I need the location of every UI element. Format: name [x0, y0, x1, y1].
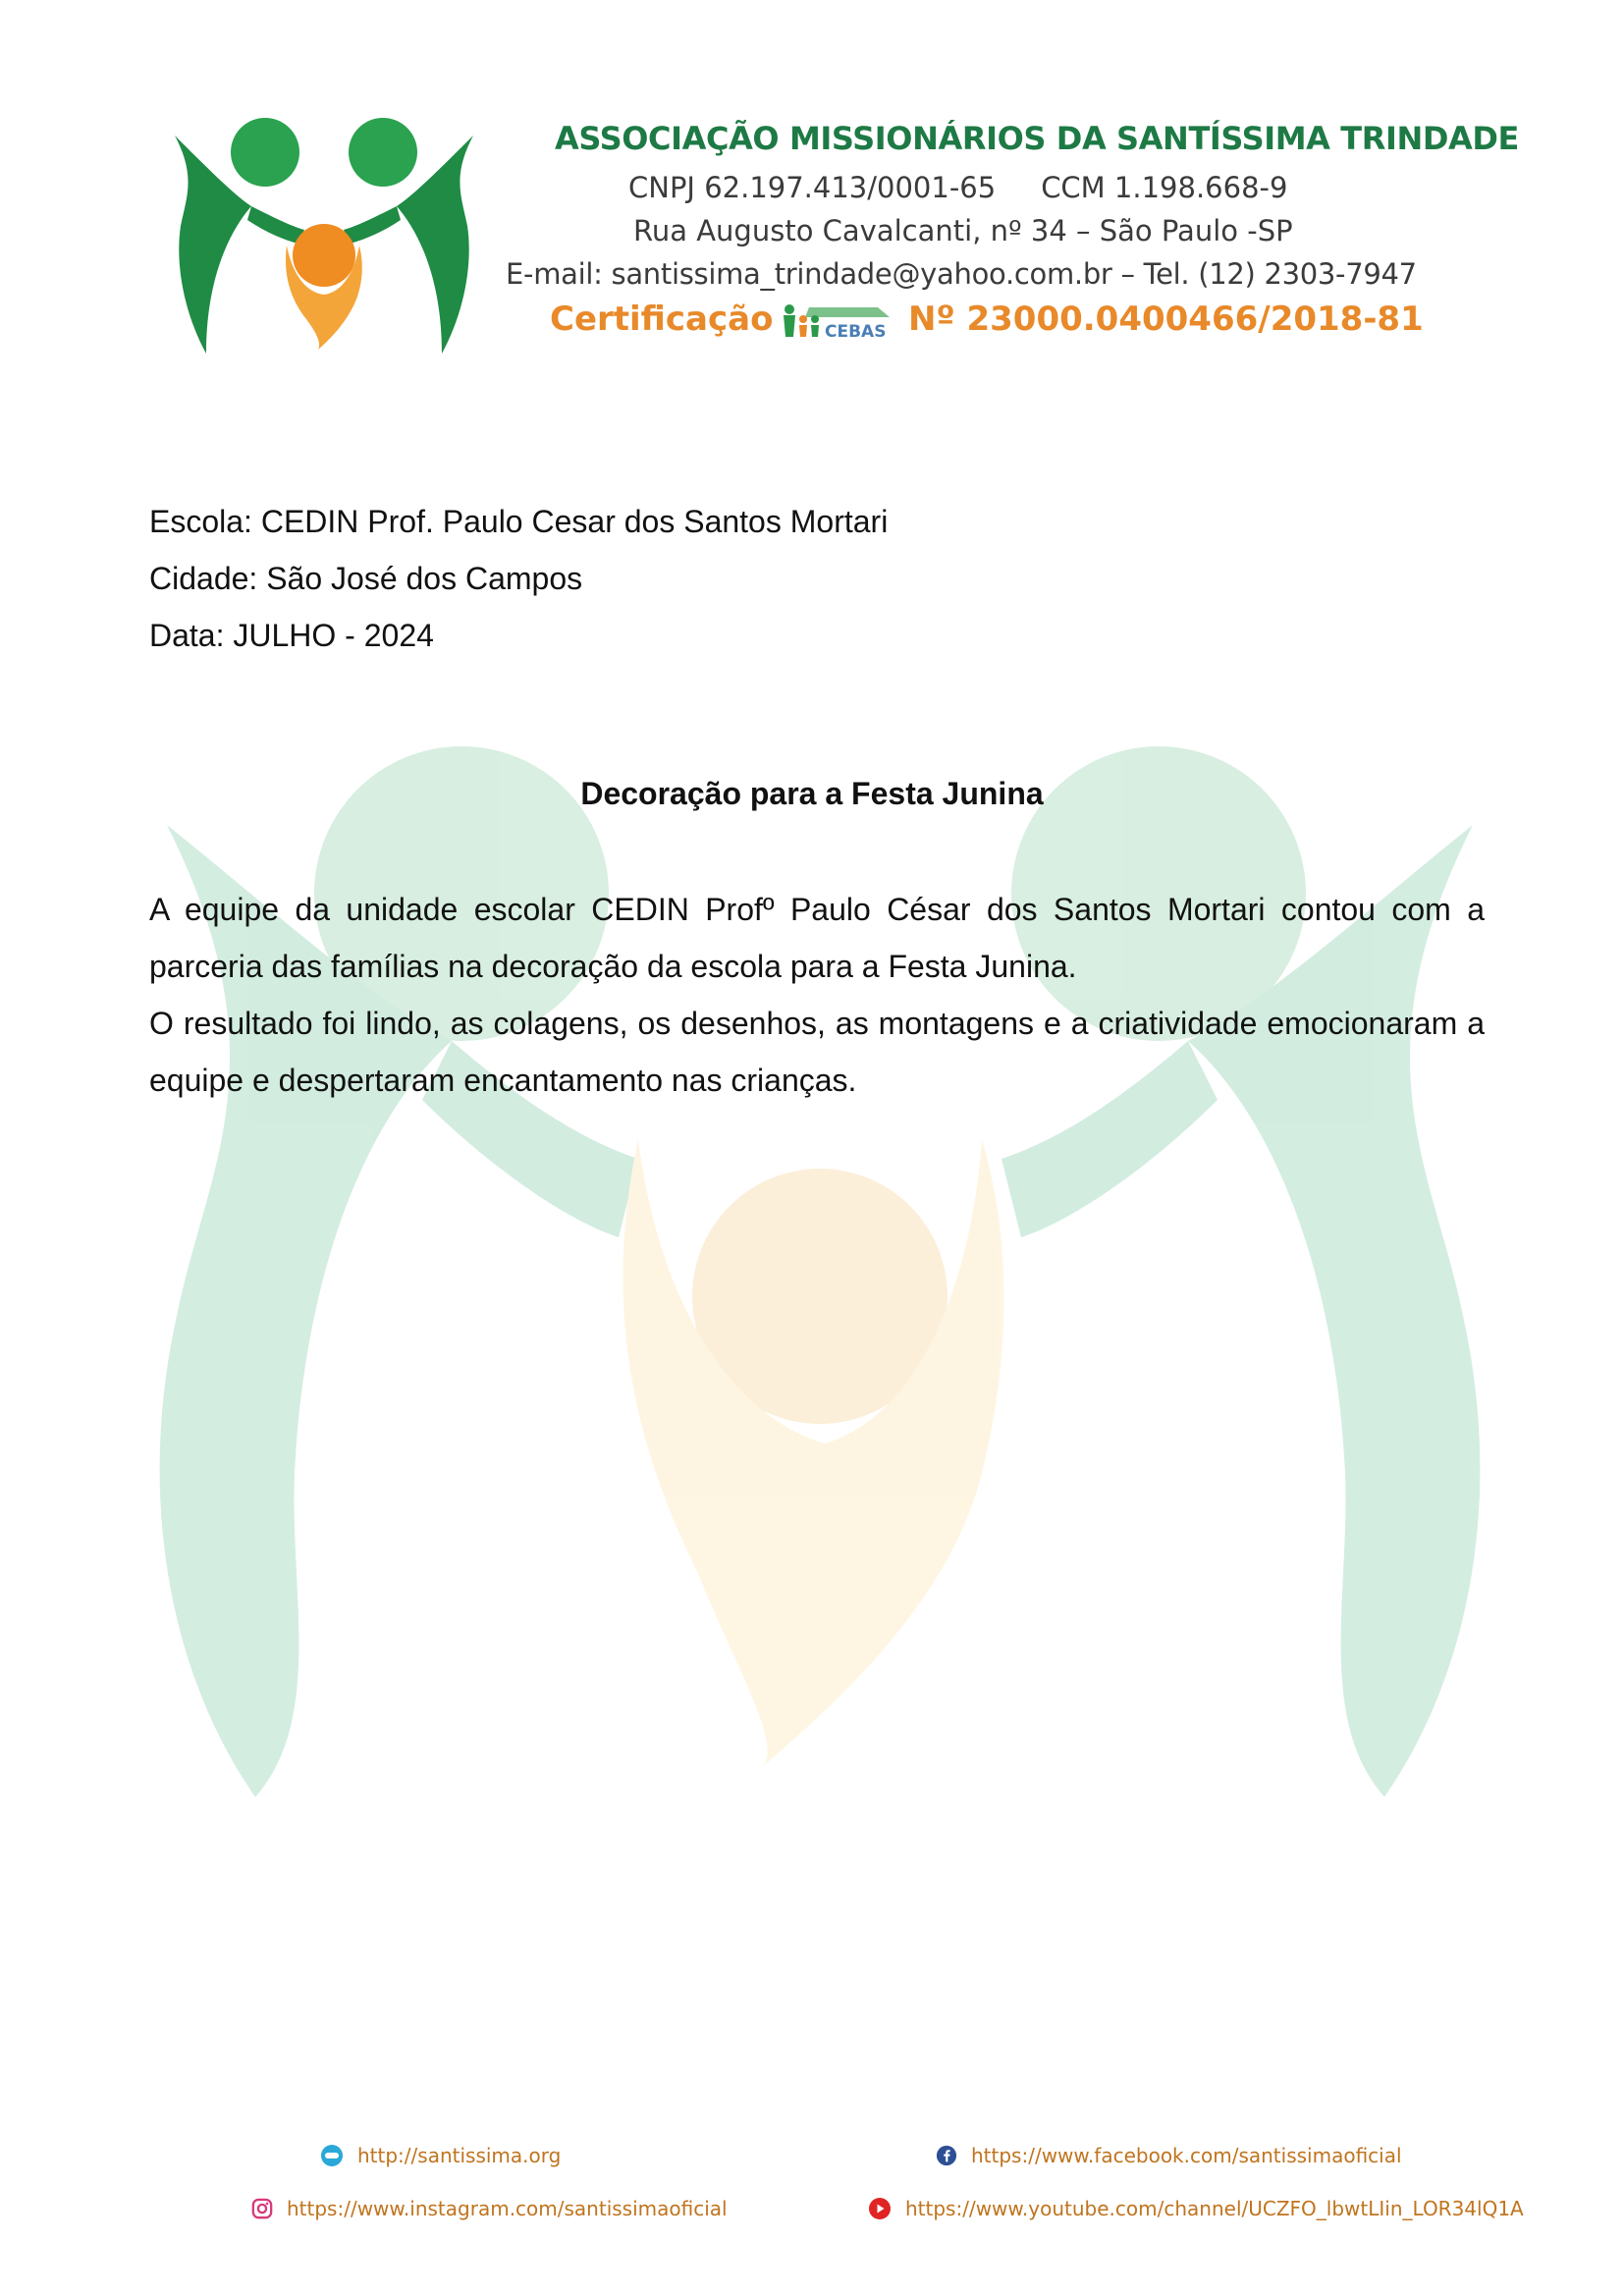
instagram-icon [251, 2198, 273, 2219]
footer-facebook-link[interactable] [936, 2144, 1402, 2167]
footer-youtube-link[interactable] [868, 2197, 1524, 2220]
cnpj-text: CNPJ 62.197.413/0001-65 [628, 171, 997, 204]
footer-website-link[interactable] [320, 2144, 561, 2167]
registration-line [628, 171, 1434, 204]
association-logo [167, 108, 481, 354]
org-name: ASSOCIAÇÃO MISSIONÁRIOS DA SANTÍSSIMA TRINDADE [555, 120, 1519, 157]
contact-text: E-mail: santissima_trindade@yahoo.com.br – Tel. (12) 2303-7947 [506, 257, 1417, 291]
youtube-url: https://www.youtube.com/channel/UCZFO_lbwtLIin_LOR34lQ1A [905, 2197, 1524, 2220]
body-paragraph-1: A equipe da unidade escolar CEDIN Profº Paulo César dos Santos Mortari contou com a parceria das famílias na decoração da escola para a Festa Junina. [149, 892, 1485, 984]
cebas-logo-text: CEBAS [825, 322, 887, 341]
school-line: Escola: CEDIN Prof. Paulo Cesar dos Santos Mortari [149, 504, 889, 539]
address-text: Rua Augusto Cavalcanti, nº 34 – São Paulo -SP [633, 214, 1293, 247]
certification-line [550, 300, 1492, 349]
document-body [149, 881, 1485, 1109]
facebook-url: https://www.facebook.com/santissimaoficial [971, 2144, 1402, 2167]
date-line: Data: JULHO - 2024 [149, 618, 434, 653]
instagram-url: https://www.instagram.com/santissimaoficial [287, 2197, 728, 2220]
certification-number: Nº 23000.0400466/2018-81 [908, 300, 1424, 339]
document-title: Decoração para a Festa Junina [580, 776, 1044, 811]
youtube-icon [868, 2197, 892, 2220]
facebook-icon [936, 2145, 957, 2166]
cebas-logo [780, 301, 897, 341]
certification-label: Certificação [550, 300, 774, 339]
footer-instagram-link[interactable] [251, 2197, 728, 2220]
website-url: http://santissima.org [357, 2144, 562, 2167]
body-paragraph-2: O resultado foi lindo, as colagens, os desenhos, as montagens e a criatividade emocionaram a equipe e despertaram encantamento nas crianças. [149, 1006, 1485, 1098]
document-info [149, 493, 888, 664]
city-line: Cidade: São José dos Campos [149, 561, 583, 596]
website-icon [320, 2144, 344, 2167]
ccm-text: CCM 1.198.668-9 [1041, 171, 1288, 204]
